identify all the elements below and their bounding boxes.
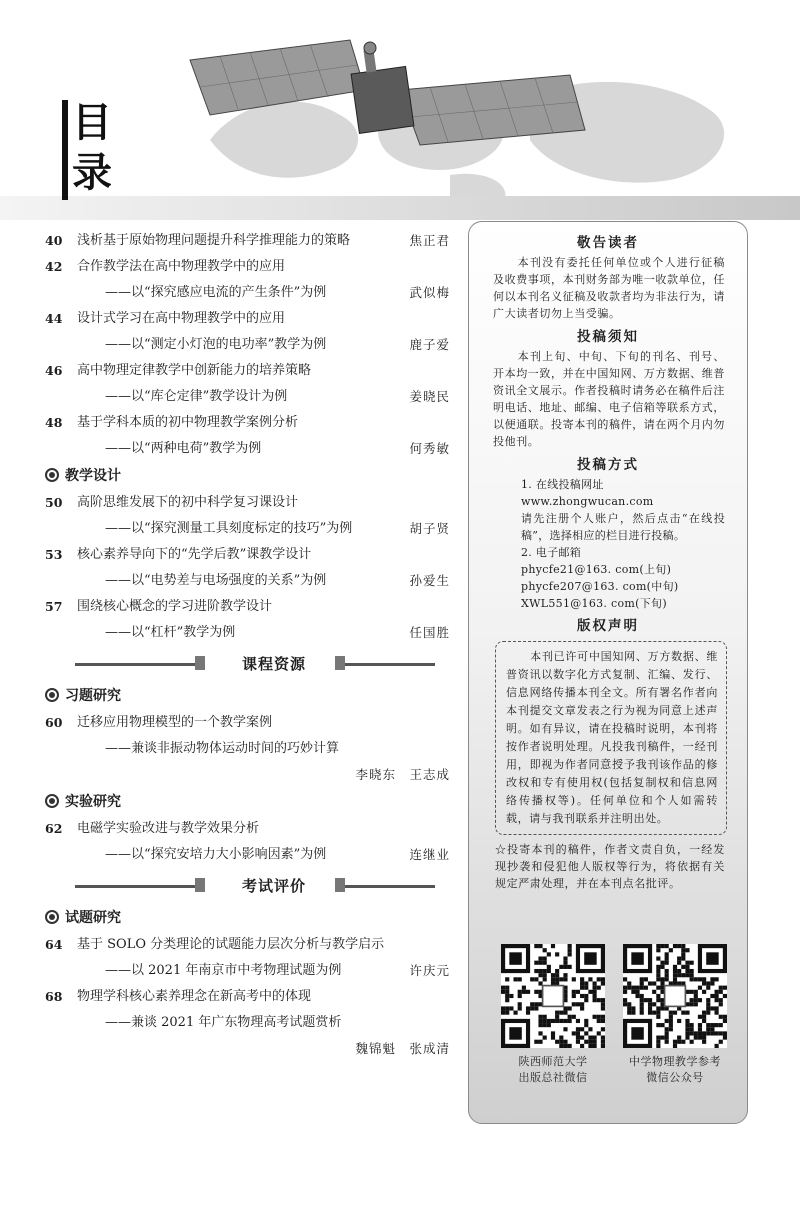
- email-1[interactable]: phycfe21@163. com(上旬): [521, 563, 672, 576]
- toc-entry-title: 迁移应用物理模型的一个教学案例: [77, 715, 273, 730]
- toc-subtitle-row: [45, 620, 450, 646]
- qr-caption-publisher: 陕西师范大学 出版总社微信: [518, 1055, 588, 1084]
- toc-entry-author: 焦正君: [409, 233, 450, 248]
- banner-rule-left: [75, 663, 195, 666]
- toc-subtitle-row: [45, 1010, 450, 1036]
- toc-entry-author: 李晓东 王志成: [355, 767, 450, 782]
- toc-subtitle-row: [45, 332, 450, 358]
- toc-entry-author: 任国胜: [409, 625, 450, 640]
- notice-title: 敬告读者: [577, 235, 639, 251]
- toc-entry-author: 鹿子爱: [409, 337, 450, 352]
- toc-subtitle-row: [45, 958, 450, 984]
- toc-entry-author: 武似梅: [409, 285, 450, 300]
- method-title: 投稿方式: [577, 457, 639, 473]
- toc-page-number: 42: [45, 259, 63, 274]
- toc-entry-title: 核心素养导向下的“先学后教”课教学设计: [77, 547, 312, 562]
- toc-section-heading: [45, 788, 450, 816]
- toc-entry-subtitle: ——以“测定小灯泡的电功率”教学为例: [105, 337, 327, 352]
- online-label: 1. 在线投稿网址: [521, 478, 604, 491]
- qr-code-publisher-icon[interactable]: [501, 944, 605, 1048]
- toc-subtitle-row: [45, 842, 450, 868]
- banner-rule-right: [345, 663, 435, 666]
- banner-square-icon: [195, 878, 205, 892]
- page-header: [0, 0, 800, 220]
- online-url[interactable]: www.zhongwucan.com: [521, 495, 654, 508]
- section-title: 试题研究: [65, 910, 121, 926]
- toc-entry-title: 合作教学法在高中物理教学中的应用: [77, 259, 286, 274]
- toc-section-heading: [45, 462, 450, 490]
- toc-page-number: 48: [45, 415, 63, 430]
- section-bullet-icon: [45, 688, 59, 702]
- qr-codes: [495, 944, 735, 1114]
- toc-entry-subtitle: ——以“杠杆”教学为例: [105, 625, 236, 640]
- toc-author-row: [45, 1036, 450, 1062]
- toc-page-number: 46: [45, 363, 63, 378]
- banner-rule-left: [75, 885, 195, 888]
- banner-rule-right: [345, 885, 435, 888]
- toc-page-number: 50: [45, 495, 63, 510]
- warning-text: ☆投寄本刊的稿件，作者文责自负，一经发现抄袭和侵犯他人版权等行为，将依据有关规定严肃处理，并在本刊点名批评。: [495, 843, 725, 890]
- notice-text: 本刊没有委托任何单位或个人进行征稿及收费事项，本刊财务部为唯一收款单位，任何以本刊名义征稿及收款者均为非法行为，请广大读者切勿上当受骗。: [493, 256, 725, 320]
- toc-page-number: 40: [45, 233, 63, 248]
- toc-page-number: 64: [45, 937, 63, 952]
- toc-entry-title: 电磁学实验改进与教学效果分析: [77, 821, 260, 836]
- toc-subtitle-row: [45, 736, 450, 762]
- section-title: 习题研究: [65, 688, 121, 704]
- toc-entry-subtitle: ——兼谈 2021 年广东物理高考试题赏析: [105, 1015, 342, 1030]
- toc-section-heading: [45, 904, 450, 932]
- section-bullet-icon: [45, 468, 59, 482]
- toc-entry-subtitle: ——以 2021 年南京市中考物理试题为例: [105, 963, 342, 978]
- toc-entry-title: 设计式学习在高中物理教学中的应用: [77, 311, 286, 326]
- toc-page-number: 60: [45, 715, 63, 730]
- toc-entry[interactable]: [45, 816, 450, 842]
- section-bullet-icon: [45, 794, 59, 808]
- toc-entry-subtitle: ——以“库仑定律”教学设计为例: [105, 389, 288, 404]
- toc-entry-title: 高中物理定律教学中创新能力的培养策略: [77, 363, 312, 378]
- header-gray-band: [0, 196, 800, 220]
- toc-subtitle-row: [45, 436, 450, 462]
- toc-entry-author: 魏锦魁 张成清: [355, 1041, 450, 1056]
- toc-entry[interactable]: [45, 984, 450, 1010]
- email-3[interactable]: XWL551@163. com(下旬): [521, 597, 667, 610]
- toc-category-banner: [45, 646, 450, 682]
- toc-author-row: [45, 762, 450, 788]
- toc-entry-title: 浅析基于原始物理问题提升科学推理能力的策略: [77, 233, 351, 248]
- section-title: 教学设计: [65, 468, 121, 484]
- toc-entry[interactable]: [45, 594, 450, 620]
- toc-entry[interactable]: [45, 490, 450, 516]
- toc-subtitle-row: [45, 384, 450, 410]
- satellite-earth-illustration: [150, 20, 790, 210]
- qr-code-journal-icon[interactable]: [623, 944, 727, 1048]
- toc-page-number: 53: [45, 547, 63, 562]
- toc-category-banner: [45, 868, 450, 904]
- toc-subtitle-row: [45, 516, 450, 542]
- toc-entry-subtitle: ——以“探究测量工具刻度标定的技巧”为例: [105, 521, 353, 536]
- toc-entry-subtitle: ——以“两种电荷”教学为例: [105, 441, 262, 456]
- toc-entry-author: 连继业: [409, 847, 450, 862]
- banner-square-icon: [335, 878, 345, 892]
- toc-page-number: 57: [45, 599, 63, 614]
- copyright-title: 版权声明: [577, 618, 639, 634]
- section-title: 实验研究: [65, 794, 121, 810]
- submit-title: 投稿须知: [577, 329, 639, 345]
- toc-page-number: 68: [45, 989, 63, 1004]
- toc-entry-title: 物理学科核心素养理念在新高考中的体现: [77, 989, 312, 1004]
- toc-page-number: 44: [45, 311, 63, 326]
- category-title: 课程资源: [241, 655, 306, 673]
- toc-section-heading: [45, 682, 450, 710]
- toc-entry-author: 许庆元: [409, 963, 450, 978]
- banner-square-icon: [335, 656, 345, 670]
- email-label: 2. 电子邮箱: [521, 546, 582, 559]
- toc-subtitle-row: [45, 568, 450, 594]
- toc-entry-subtitle: ——以“电势差与电场强度的关系”为例: [105, 573, 327, 588]
- table-of-contents: [45, 228, 450, 1062]
- toc-entry[interactable]: [45, 254, 450, 280]
- category-title: 考试评价: [241, 877, 306, 895]
- copyright-box: [495, 641, 727, 835]
- toc-entry[interactable]: [45, 228, 450, 254]
- qr-caption-journal: 中学物理教学参考 微信公众号: [629, 1055, 721, 1084]
- toc-entry-title: 基于 SOLO 分类理论的试题能力层次分析与教学启示: [77, 937, 385, 952]
- title-vertical-bar: [62, 100, 68, 200]
- title-char-1: 目: [72, 100, 112, 146]
- section-bullet-icon: [45, 910, 59, 924]
- toc-entry[interactable]: [45, 932, 450, 958]
- toc-entry-title: 高阶思维发展下的初中科学复习课设计: [77, 495, 299, 510]
- toc-entry[interactable]: [45, 358, 450, 384]
- toc-entry[interactable]: [45, 306, 450, 332]
- toc-entry[interactable]: [45, 542, 450, 568]
- toc-subtitle-row: [45, 280, 450, 306]
- toc-entry-author: 孙爱生: [409, 573, 450, 588]
- title-char-2: 录: [72, 150, 112, 196]
- toc-page-number: 62: [45, 821, 63, 836]
- toc-entry-author: 何秀敏: [409, 441, 450, 456]
- email-2[interactable]: phycfe207@163. com(中旬): [521, 580, 679, 593]
- toc-entry-author: 胡子贤: [409, 521, 450, 536]
- online-note: 请先注册个人账户，然后点击“在线投稿”，选择相应的栏目进行投稿。: [521, 512, 725, 542]
- toc-entry-title: 围绕核心概念的学习进阶教学设计: [77, 599, 273, 614]
- toc-entry-subtitle: ——以“探究感应电流的产生条件”为例: [105, 285, 327, 300]
- toc-entry[interactable]: [45, 410, 450, 436]
- banner-square-icon: [195, 656, 205, 670]
- info-panel: [468, 221, 748, 1124]
- toc-entry-title: 基于学科本质的初中物理教学案例分析: [77, 415, 299, 430]
- copyright-text: 本刊已许可中国知网、万方数据、维普资讯以数字化方式复制、汇编、发行、信息网络传播本刊全文。所有署名作者向本刊提交文章发表之行为视为同意上述声明。如有异议，请在投稿时说明，本刊将按作者说明处理。凡投我刊稿件，一经刊用，即视为作者同意授予我刊该作品的修改权和专有使用权(包括复制权和信息网络传播权等)。任何单位和个人如需转载，请与我刊联系并注明出处。: [506, 650, 718, 825]
- toc-entry-author: 姜晓民: [409, 389, 450, 404]
- toc-entry-subtitle: ——以“探究安培力大小影响因素”为例: [105, 847, 327, 862]
- submit-text: 本刊上旬、中旬、下旬的刊名、刊号、开本均一致，并在中国知网、万方数据、维普资讯全文展示。作者投稿时请务必在稿件后注明电话、地址、邮编、电子信箱等联系方式，以便通联。投寄本刊的稿件，请在两个月内勿投他刊。: [493, 350, 725, 448]
- toc-entry-subtitle: ——兼谈非振动物体运动时间的巧妙计算: [105, 741, 340, 756]
- toc-entry[interactable]: [45, 710, 450, 736]
